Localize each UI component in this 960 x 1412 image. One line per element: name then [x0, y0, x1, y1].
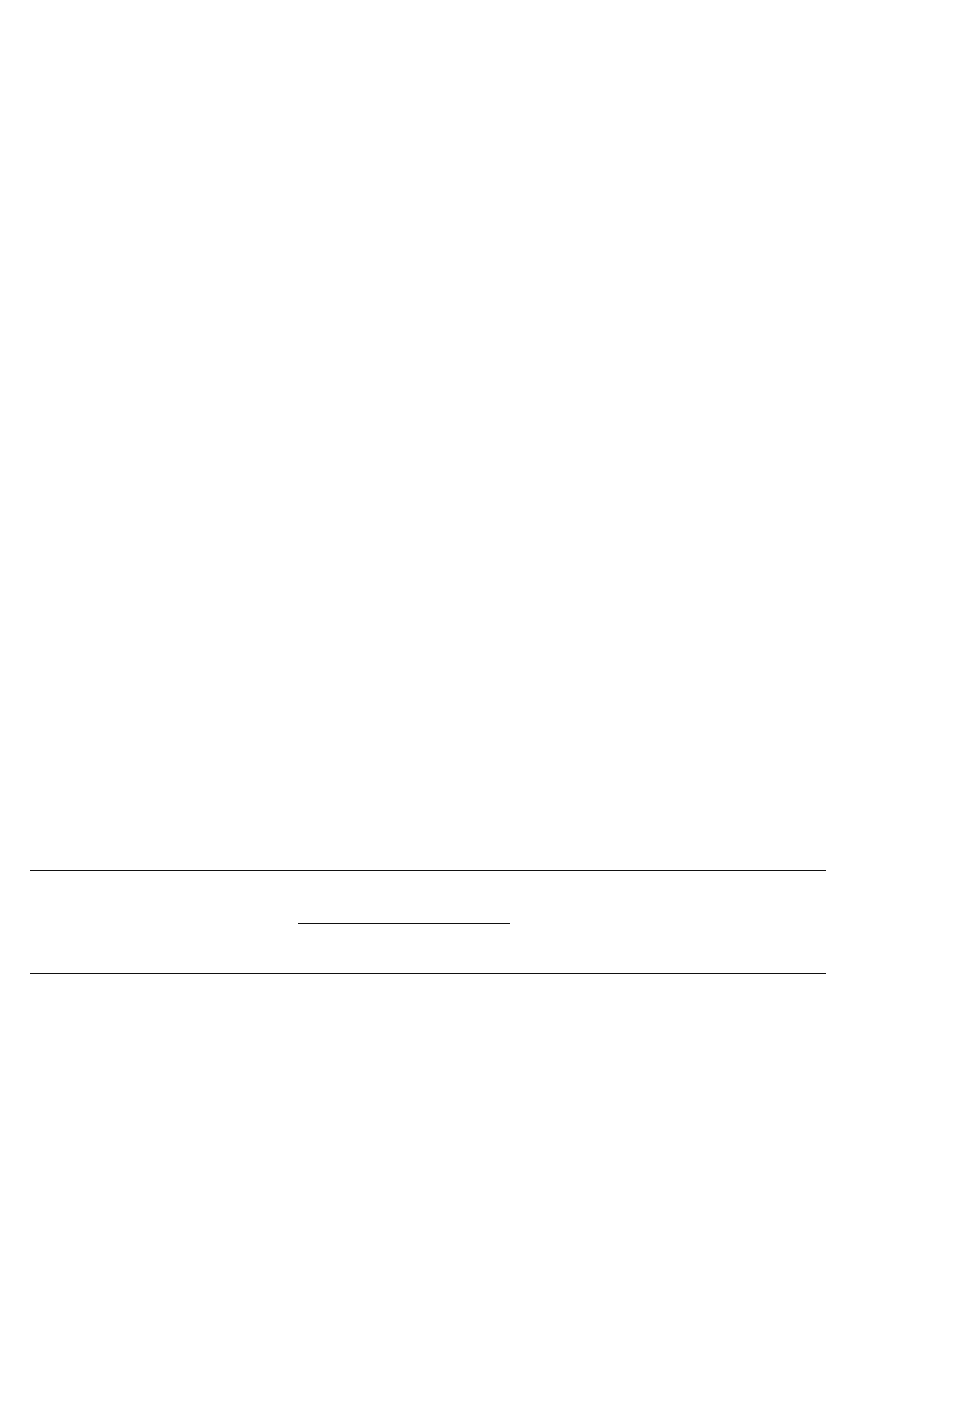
table-top-rule	[30, 870, 826, 871]
table-header-rule	[30, 973, 826, 974]
header-group-underline	[298, 923, 510, 924]
